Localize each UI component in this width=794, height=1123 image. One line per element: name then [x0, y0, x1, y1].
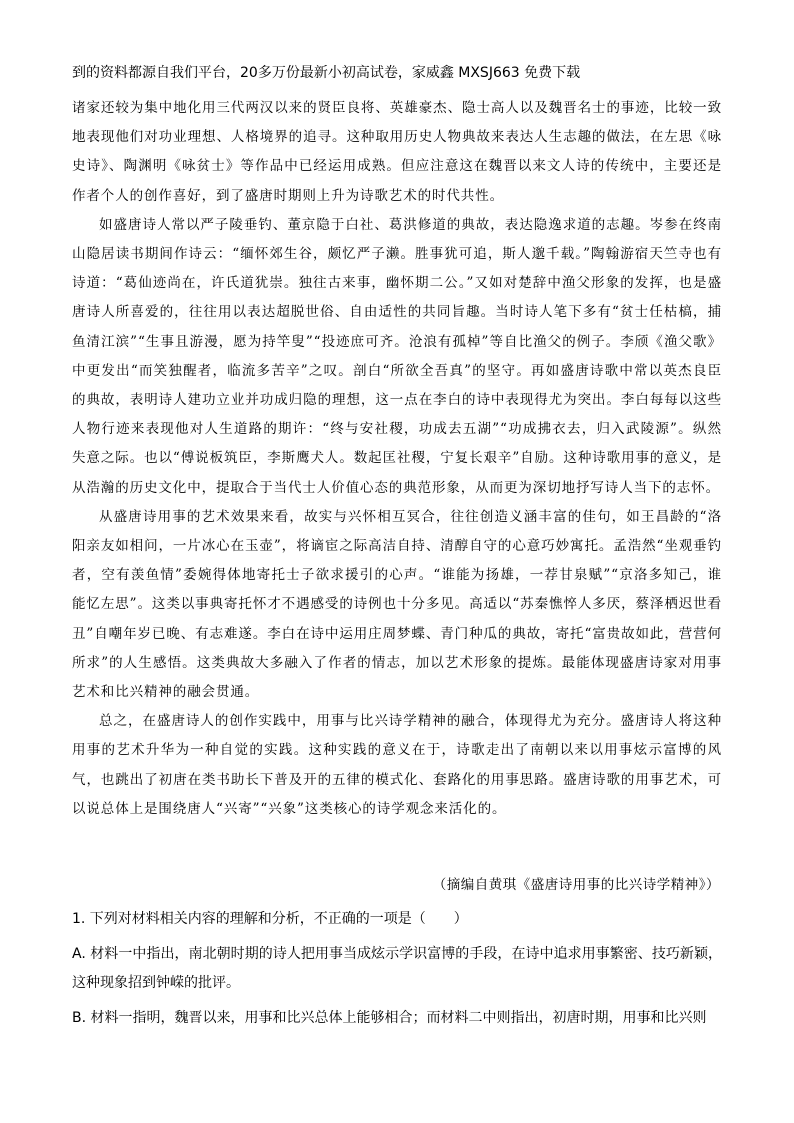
- article-source-citation: （摘编自黄琪《盛唐诗用事的比兴诗学精神》）: [432, 877, 720, 893]
- article-paragraph-conclusion: 总之，在盛唐诗人的创作实践中，用事与比兴诗学精神的融合，体现得尤为充分。盛唐诗人将这种用事的艺术升华为一种自觉的实践。这种实践的意义在于，诗歌走出了南朝以来以用事炫示富博的风气，也跳出了初唐在类书助长下普及开的五律的模式化、套路化的用事思路。盛唐诗歌的用事艺术，可以说总体上是围绕唐人“兴寄”“兴象”这类核心的诗学观念来活化的。: [72, 713, 722, 817]
- download-notice: 到的资料都源自我们平台，20多万份最新小初高试卷，家威鑫 MXSJ663 免费下载: [72, 65, 581, 81]
- reading-material: [72, 94, 722, 824]
- question-1-option-a[interactable]: A. 材料一中指出，南北朝时期的诗人把用事当成炫示学识富博的手段，在诗中追求用事繁密、技巧新颖，这种现象招到钟嵘的批评。: [72, 946, 722, 991]
- article-paragraph-artistic-effect: 从盛唐诗用事的艺术效果来看，故实与兴怀相互冥合，往往创造义涵丰富的佳句，如王昌龄的“洛阳亲友如相问，一片冰心在玉壶”，将谪宦之际高洁自持、清醇自守的心意巧妙寓托。孟浩然“坐观垂钓者，空有羡鱼情”委婉得体地寄托士子欲求援引的心声。“谁能为扬雄，一荐甘泉赋”“京洛多知己，谁能忆左思”。这类以事典寄托怀才不遇感受的诗例也十分多见。高适以“苏秦憔悴人多厌，蔡泽栖迟世看丑”自嘲年岁已晚、有志难遂。李白在诗中运用庄周梦蝶、青门种瓜的典故，寄托“富贵故如此，营营何所求”的人生感悟。这类典故大多融入了作者的情志，加以艺术形象的提炼。最能体现盛唐诗家对用事艺术和比兴精神的融会贯通。: [72, 508, 722, 701]
- article-paragraph-examples: 如盛唐诗人常以严子陵垂钓、董京隐于白社、葛洪修道的典故，表达隐逸求道的志趣。岑参在终南山隐居读书期间作诗云：“缅怀郊生谷，颇忆严子濑。胜事犹可追，斯人邈千载。”陶翰游宿天竺寺也有诗道：“葛仙迹尚在，许氏道犹崇。独往古来事，幽怀期二公。”又如对楚辞中渔父形象的发挥，也是盛唐诗人所喜爱的，往往用以表达超脱世俗、自由适性的共同旨趣。当时诗人笔下多有“贫士任枯槁，捕鱼清江滨”“生事且游漫，愿为持竿叟”“投迹庶可齐。沧浪有孤棹”等自比渔父的例子。李颀《渔父歌》中更发出“而笑独醒者，临流多苦辛”之叹。剖白“所欲全吾真”的坚守。再如盛唐诗歌中常以英杰良臣的典故，表明诗人建功立业并功成归隐的理想，这一点在李白的诗中表现得尤为突出。李白每每以这些人物行迹来表现他对人生道路的期许：“终与安社稷，功成去五湖”“功成拂衣去，归入武陵源”。纵然失意之际。也以“傅说板筑臣，李斯鹰犬人。数起匡社稷，宁复长艰辛”自励。这种诗歌用事的意义，是从浩瀚的历史文化中，提取合于当代士人价值心态的典范形象，从而更为深切地抒写诗人当下的志怀。: [72, 216, 722, 496]
- question-1-stem: 1. 下列对材料相关内容的理解和分析，不正确的一项是（ ）: [72, 911, 468, 927]
- question-section: [72, 905, 722, 1039]
- question-1-option-b[interactable]: B. 材料一指明，魏晋以来，用事和比兴总体上能够相合；而材料二中则指出，初唐时期，用事和比兴则: [72, 1010, 707, 1026]
- article-paragraph-continuation: 诸家还较为集中地化用三代两汉以来的贤臣良将、英雄豪杰、隐士高人以及魏晋名士的事迹，比较一致地表现他们对功业理想、人格境界的追寻。这种取用历史人物典故来表达人生志趣的做法，在左思《咏史诗》、陶渊明《咏贫士》等作品中已经运用成熟。但应注意这在魏晋以来文人诗的传统中，主要还是作者个人的创作喜好，到了盛唐时期则上升为诗歌艺术的时代共性。: [72, 100, 722, 204]
